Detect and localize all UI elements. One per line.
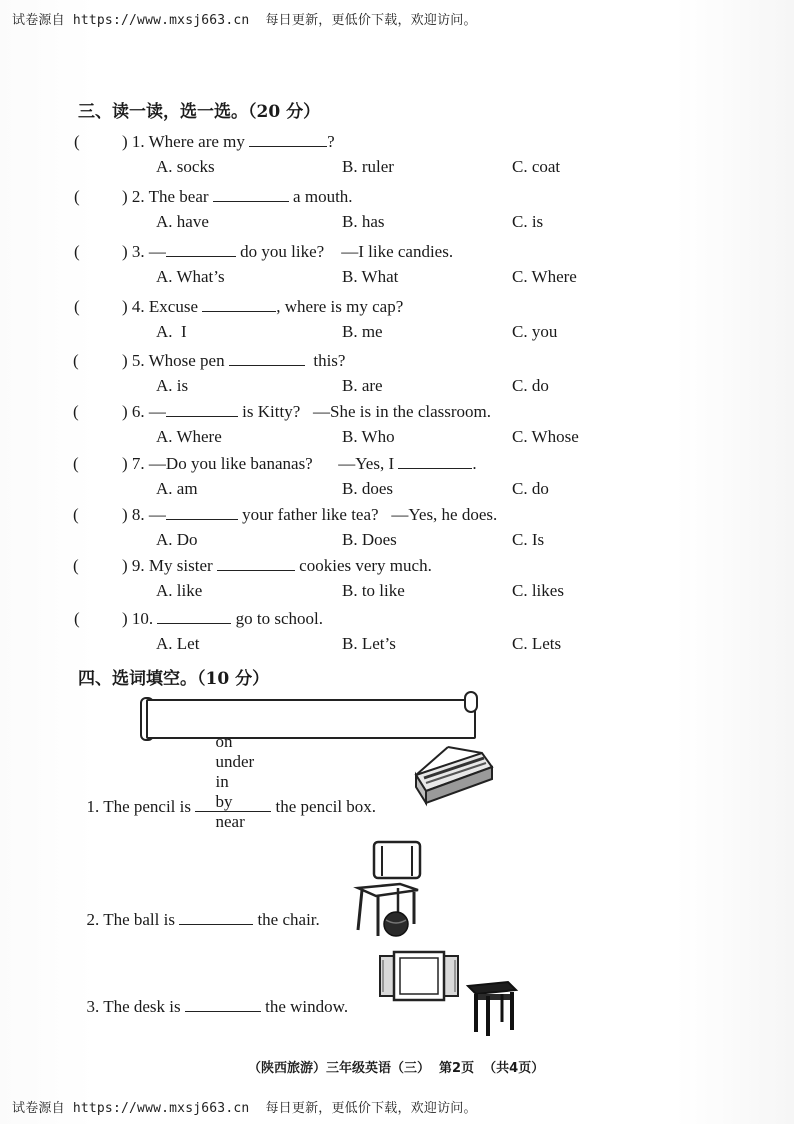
question-item bbox=[74, 609, 714, 661]
option-c: C. Whose bbox=[512, 427, 579, 446]
scroll-curl-right bbox=[464, 691, 478, 713]
option-b: B. Let’s bbox=[342, 634, 396, 653]
option-a: A. like bbox=[156, 581, 203, 600]
watermark-bottom: 试卷源自 https://www.mxsj663.cn 每日更新，更低价下载，欢迎访问。 bbox=[12, 1101, 477, 1116]
option-a: A. Let bbox=[156, 634, 200, 653]
question-text: ) 7. —Do you like bananas? —Yes, I bbox=[122, 454, 399, 473]
word-bank-word: on bbox=[215, 732, 233, 751]
pencil-box-icon bbox=[408, 745, 496, 807]
fill-item-text: 3. The desk is bbox=[86, 997, 185, 1016]
question-item bbox=[74, 242, 714, 294]
question-text: ) 3. — bbox=[122, 242, 166, 261]
fill-item-text: the chair. bbox=[253, 910, 320, 929]
question-stem bbox=[122, 556, 432, 576]
answer-bracket[interactable]: ( bbox=[73, 505, 79, 524]
question-text: ) 8. — bbox=[122, 505, 166, 524]
option-a: A. am bbox=[156, 479, 198, 498]
question-text: cookies very much. bbox=[294, 556, 432, 575]
option-a: A. is bbox=[156, 376, 189, 395]
question-item bbox=[74, 187, 714, 239]
question-item bbox=[74, 132, 714, 184]
option-c: C. Is bbox=[512, 530, 545, 549]
question-text: ) 6. — bbox=[122, 402, 166, 421]
answer-blank[interactable] bbox=[179, 910, 253, 925]
question-text: ) 2. The bear bbox=[122, 187, 213, 206]
option-a: A. have bbox=[156, 212, 209, 231]
fill-item-1 bbox=[78, 777, 376, 817]
question-text: go to school. bbox=[231, 609, 324, 628]
word-bank-word: near bbox=[215, 812, 245, 831]
option-c: C. likes bbox=[512, 581, 564, 600]
word-bank-word: by bbox=[215, 792, 233, 811]
option-b: B. Who bbox=[342, 427, 395, 446]
answer-blank[interactable] bbox=[166, 402, 238, 417]
answer-blank[interactable] bbox=[195, 797, 271, 812]
option-c: C. Where bbox=[512, 267, 577, 286]
question-text: this? bbox=[304, 351, 346, 370]
answer-bracket[interactable]: ( bbox=[74, 297, 80, 316]
fill-item-text: 2. The ball is bbox=[86, 910, 180, 929]
word-bank-word: under bbox=[215, 752, 255, 771]
fill-item-2 bbox=[78, 890, 320, 930]
option-a: A. socks bbox=[156, 157, 215, 176]
question-stem bbox=[122, 132, 335, 152]
watermark-top: 试卷源自 https://www.mxsj663.cn 每日更新，更低价下载，欢迎访问。 bbox=[12, 13, 477, 28]
question-stem bbox=[122, 297, 403, 317]
fill-item-text: the window. bbox=[260, 997, 349, 1016]
option-c: C. Lets bbox=[512, 634, 562, 653]
question-stem bbox=[122, 351, 345, 371]
answer-bracket[interactable]: ( bbox=[73, 402, 79, 421]
fill-item-3 bbox=[78, 977, 348, 1017]
fill-item-text: the pencil box. bbox=[271, 797, 377, 816]
option-b: B. ruler bbox=[342, 157, 394, 176]
question-text: . bbox=[472, 454, 477, 473]
option-a: A. Where bbox=[156, 427, 222, 446]
option-a: A. I bbox=[156, 322, 187, 341]
answer-blank[interactable] bbox=[202, 297, 276, 312]
answer-bracket[interactable]: ( bbox=[73, 351, 79, 370]
option-c: C. is bbox=[512, 212, 544, 231]
option-b: B. to like bbox=[342, 581, 405, 600]
answer-bracket[interactable]: ( bbox=[73, 454, 79, 473]
word-bank-word: in bbox=[215, 772, 229, 791]
question-text: ) 10. bbox=[122, 609, 158, 628]
question-text: your father like tea? —Yes, he does. bbox=[237, 505, 498, 524]
question-stem bbox=[122, 609, 323, 629]
question-text: , where is my cap? bbox=[276, 297, 404, 316]
option-b: B. What bbox=[342, 267, 399, 286]
option-b: B. me bbox=[342, 322, 383, 341]
option-c: C. coat bbox=[512, 157, 561, 176]
answer-blank[interactable] bbox=[166, 242, 236, 257]
question-text: a mouth. bbox=[288, 187, 353, 206]
answer-blank[interactable] bbox=[398, 454, 472, 469]
answer-blank[interactable] bbox=[166, 505, 238, 520]
window-and-desk-icon bbox=[376, 950, 520, 1038]
option-b: B. Does bbox=[342, 530, 397, 549]
question-stem bbox=[122, 454, 477, 474]
option-b: B. are bbox=[342, 376, 383, 395]
question-item bbox=[74, 297, 714, 349]
answer-bracket[interactable]: ( bbox=[74, 242, 80, 261]
question-item bbox=[74, 454, 714, 506]
option-b: B. has bbox=[342, 212, 385, 231]
section-4-title: 四、选词填空。（10 分） bbox=[78, 669, 270, 689]
question-text: ) 4. Excuse bbox=[122, 297, 203, 316]
answer-blank[interactable] bbox=[229, 351, 305, 366]
question-text: ) 1. Where are my bbox=[122, 132, 250, 151]
question-item bbox=[74, 351, 714, 403]
question-stem bbox=[122, 242, 453, 262]
answer-bracket[interactable]: ( bbox=[73, 556, 79, 575]
option-c: C. do bbox=[512, 479, 549, 498]
question-text: ) 5. Whose pen bbox=[122, 351, 229, 370]
chair-with-ball-icon bbox=[352, 840, 428, 940]
answer-bracket[interactable]: ( bbox=[74, 609, 80, 628]
option-a: A. What’s bbox=[156, 267, 225, 286]
question-item bbox=[74, 402, 714, 454]
question-text: ) 9. My sister bbox=[122, 556, 217, 575]
question-stem bbox=[122, 402, 491, 422]
question-text: is Kitty? —She is in the classroom. bbox=[237, 402, 492, 421]
answer-bracket[interactable]: ( bbox=[74, 132, 80, 151]
question-stem bbox=[122, 505, 497, 525]
option-c: C. do bbox=[512, 376, 549, 395]
question-stem bbox=[122, 187, 353, 207]
page-footer: （陕西旅游）三年级英语（三） 第2页 （共4页） bbox=[248, 1061, 545, 1076]
option-c: C. you bbox=[512, 322, 558, 341]
question-text: ? bbox=[327, 132, 335, 151]
option-a: A. Do bbox=[156, 530, 198, 549]
fill-item-text: 1. The pencil is bbox=[86, 797, 196, 816]
answer-blank[interactable] bbox=[185, 997, 261, 1012]
answer-blank[interactable] bbox=[157, 609, 231, 624]
question-text: do you like? —I like candies. bbox=[235, 242, 454, 261]
answer-blank[interactable] bbox=[213, 187, 289, 202]
question-item bbox=[74, 505, 714, 557]
option-b: B. does bbox=[342, 479, 393, 498]
answer-bracket[interactable]: ( bbox=[74, 187, 80, 206]
section-3-title: 三、读一读，选一选。（20 分） bbox=[78, 102, 321, 122]
answer-blank[interactable] bbox=[217, 556, 295, 571]
answer-blank[interactable] bbox=[249, 132, 327, 147]
question-item bbox=[74, 556, 714, 608]
